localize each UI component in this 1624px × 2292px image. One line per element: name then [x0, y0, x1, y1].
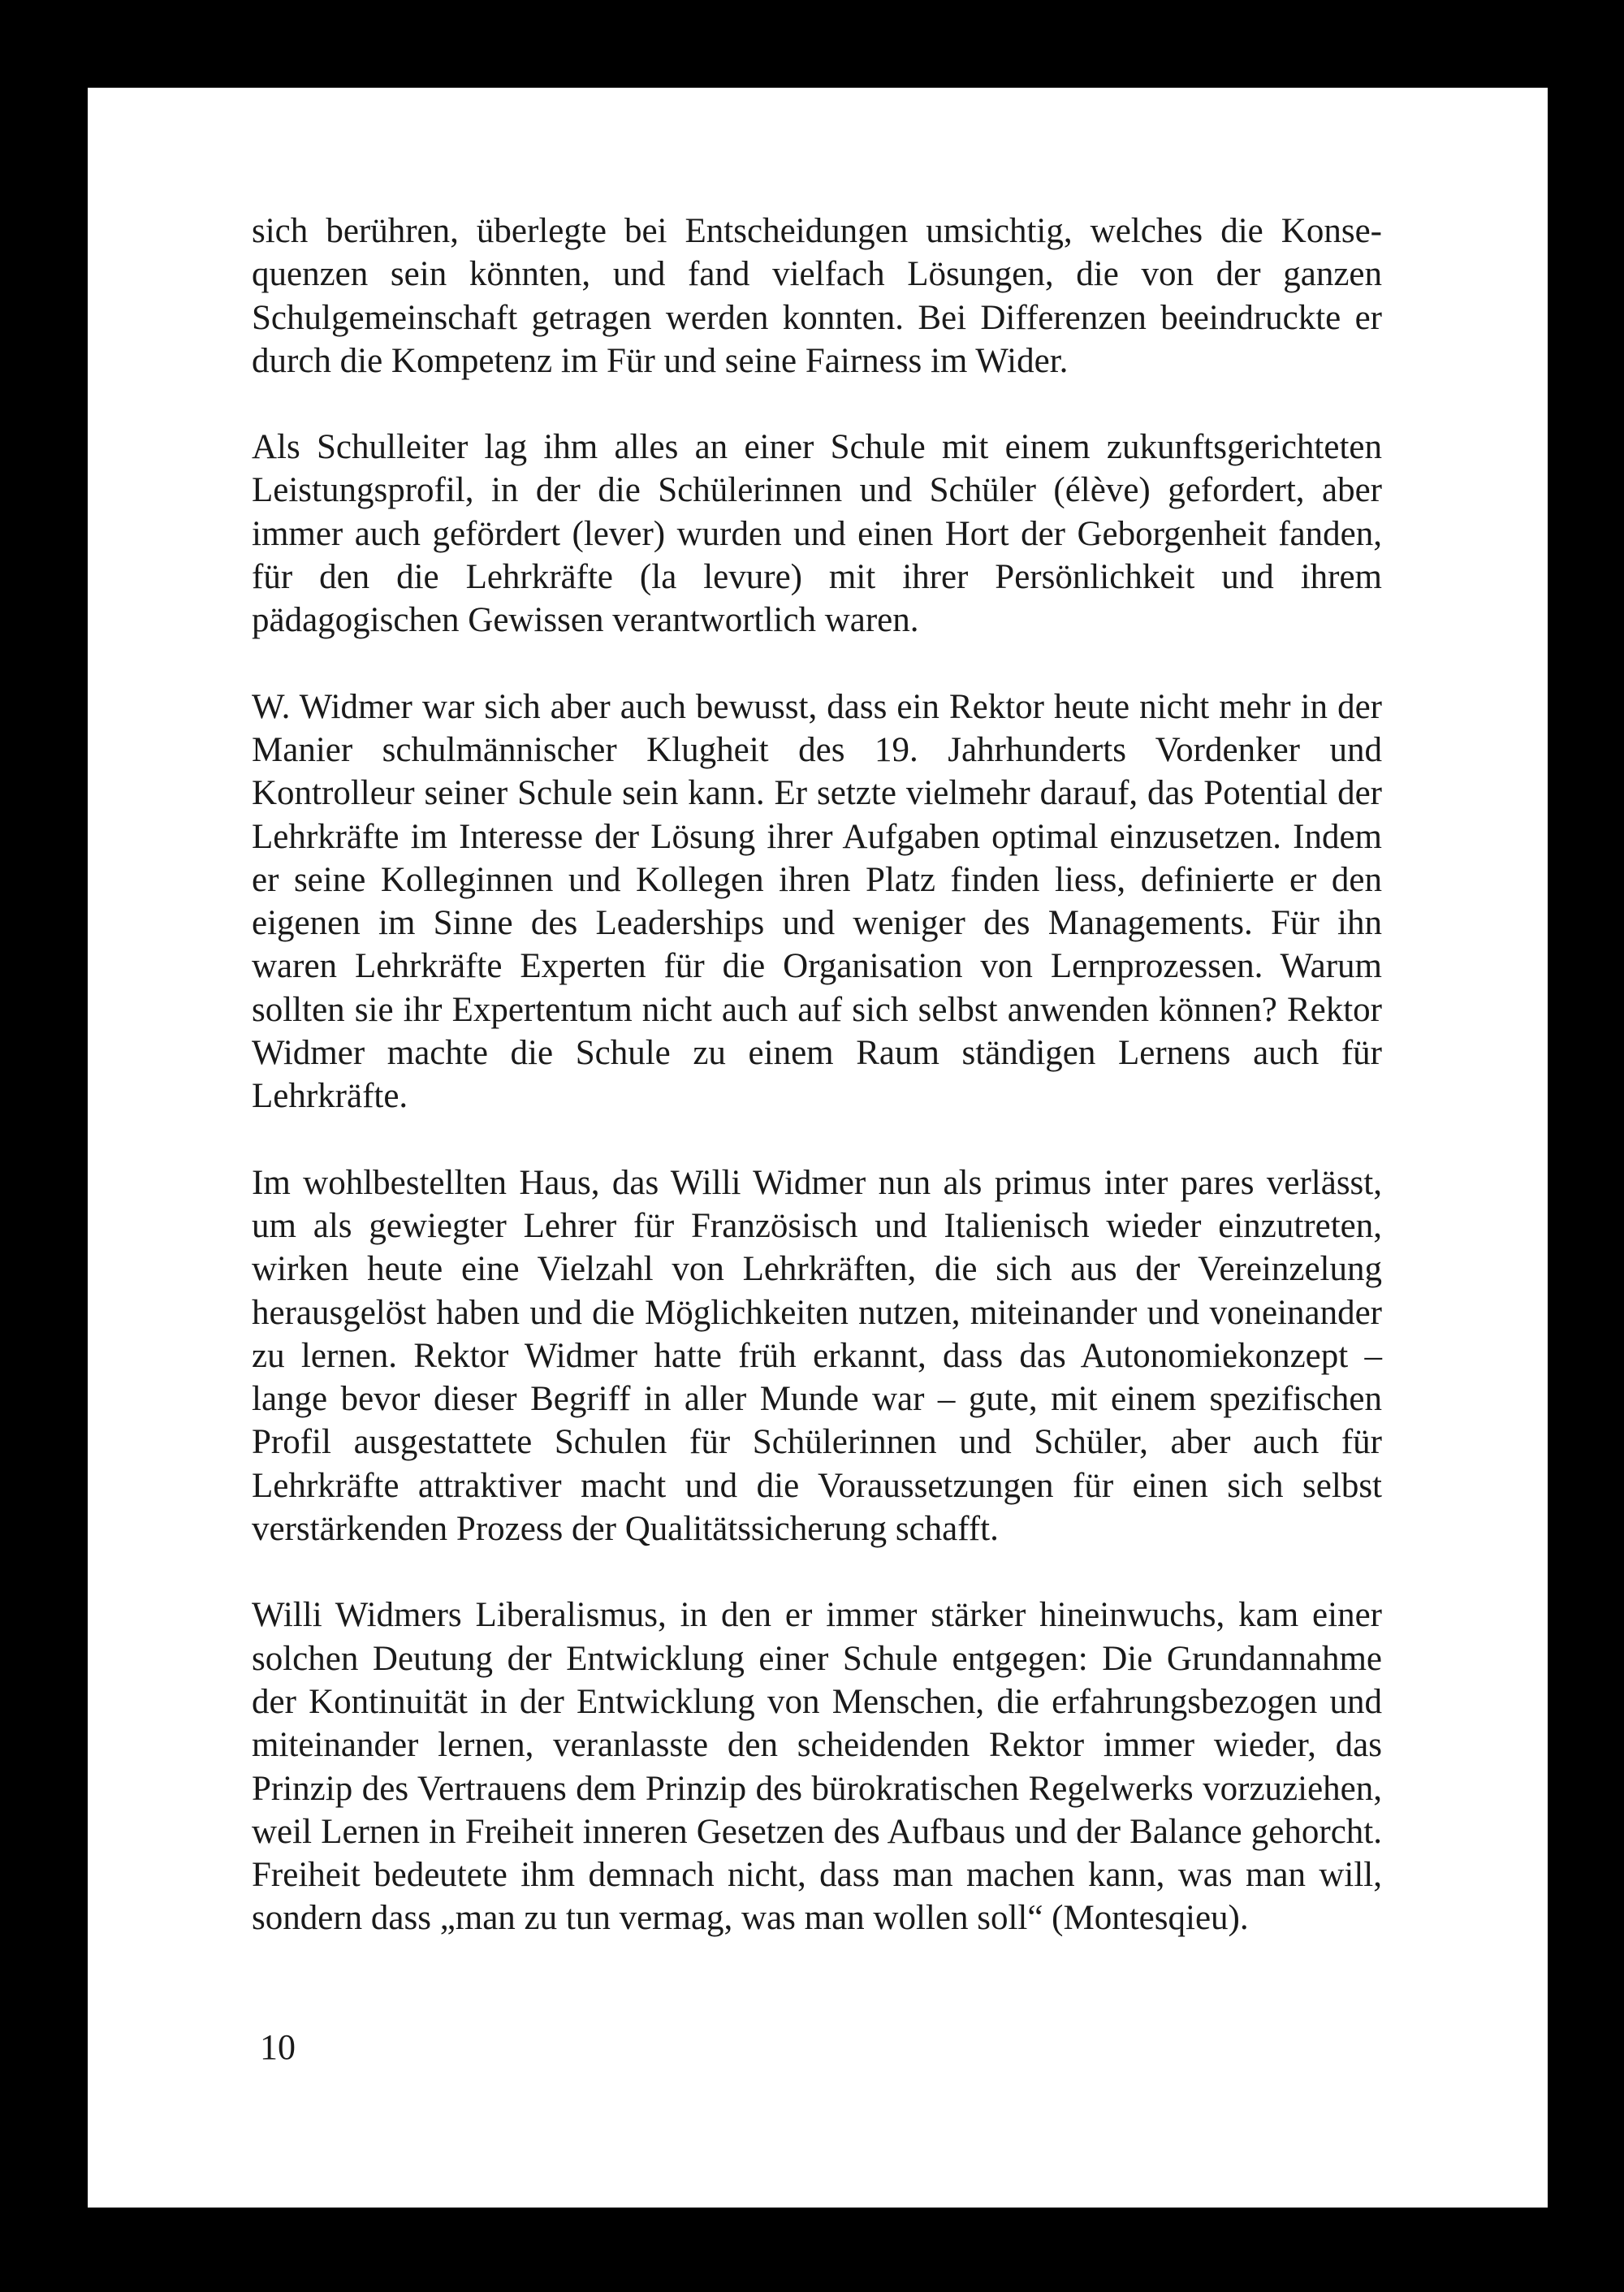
paragraph-2: Als Schulleiter lag ihm alles an einer Schule mit einem zukunftsgerichteten Leistungsprofil, in der die Schülerinnen und Schüler (élève) gefordert, aber immer auch gefördert (lever) wurden und einen Hort der Geborgenheit fanden, für den die Lehrkräfte (la levure) mit ihrer Persönlichkeit und ihrem pädagogischen Gewissen verantwortlich waren. [252, 428, 1382, 640]
paragraph-5: Willi Widmers Liberalismus, in den er immer stärker hineinwuchs, kam einer solchen Deutung der Entwicklung einer Schule entgegen: Die Grundannahme der Kontinuität in der Entwicklung von Menschen, die erfahrungsbezogen und miteinander lernen, veranlasste den scheidenden Rektor immer wieder, das Prinzip des Vertrauens dem Prinzip des bürokratischen Regelwerks vorzuziehen, weil Lernen in Freiheit inneren Gesetzen des Aufbaus und der Balance gehorcht. Freiheit bedeutete ihm demnach nicht, dass man machen kann, was man will, sondern dass „man zu tun vermag, was man wollen soll“ (Montesqieu). [252, 1596, 1382, 1938]
paragraph-4: Im wohlbestellten Haus, das Willi Widmer nun als primus inter pares verlässt, um als gewiegter Lehrer für Französisch und Italienisch wieder einzutreten, wirken heute eine Vielzahl von Lehrkräften, die sich aus der Vereinzelung herausgelöst haben und die Möglichkeiten nutzen, miteinander und voneinander zu lernen. Rektor Widmer hatte früh erkannt, dass das Autonomiekonzept – lange bevor dieser Begriff in aller Munde war – gute, mit einem spezifischen Profil ausgestattete Schulen für Schülerinnen und Schüler, aber auch für Lehrkräfte attraktiver macht und die Voraussetzungen für einen sich selbst verstärkenden Prozess der Qualitätssicherung schafft. [252, 1163, 1382, 1549]
document-page [88, 88, 1548, 2208]
paragraph-3: W. Widmer war sich aber auch bewusst, dass ein Rektor heute nicht mehr in der Manier schulmännischer Klugheit des 19. Jahrhunderts Vordenker und Kontrolleur seiner Schule sein kann. Er setzte vielmehr darauf, das Potential der Lehrkräfte im Interesse der Lösung ihrer Aufgaben optimal einzusetzen. Indem er seine Kolleginnen und Kollegen ihren Platz finden liess, definierte er den eigenen im Sinne des Leaderships und weniger des Managements. Für ihn waren Lehrkräfte Experten für die Organisation von Lernprozessen. Warum sollten sie ihr Expertentum nicht auch auf sich selbst anwenden können? Rektor Widmer machte die Schule zu einem Raum ständigen Lernens auch für Lehrkräfte. [252, 687, 1382, 1116]
body-text [252, 210, 1382, 1940]
paragraph-1: sich berühren, überlegte bei Entscheidungen umsichtig, welches die Konsequenzen sein könnten, und fand vielfach Lösungen, die von der ganzen Schulgemeinschaft getragen werden konnten. Bei Differenzen beeindruckte er durch die Kompetenz im Für und seine Fairness im Wider. [252, 212, 1382, 380]
page-number: 10 [260, 2027, 296, 2067]
